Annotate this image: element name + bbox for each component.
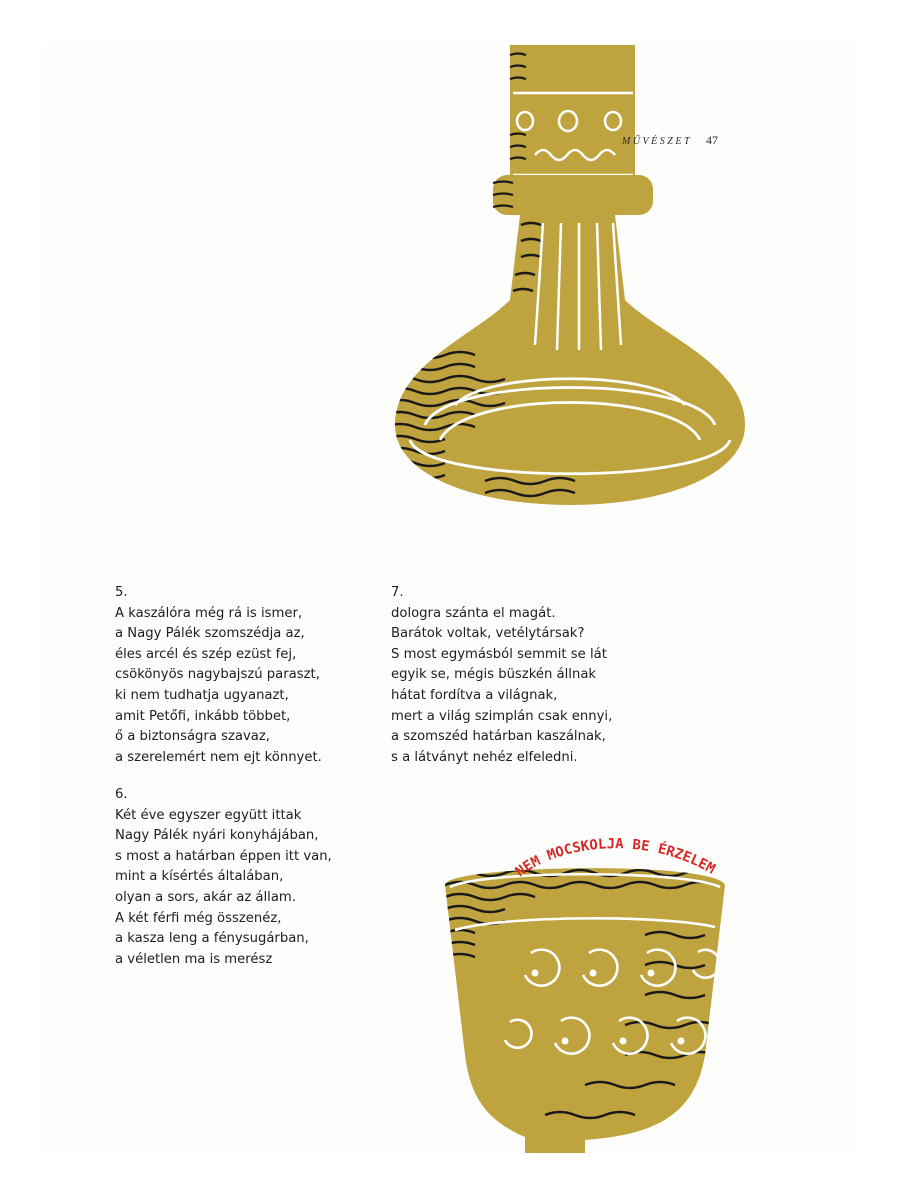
verse-line: Barátok voltak, vetélytársak? (391, 626, 585, 642)
section-title: MŰVÉSZET (622, 136, 692, 147)
verse-line: Két éve egyszer együtt ittak (115, 807, 302, 823)
verse-line: éles arcél és szép ezüst fej, (115, 646, 297, 662)
verse-line: S most egymásból semmit se lát (391, 646, 607, 662)
stanza-6 (115, 785, 332, 970)
goblet-stem-illustration (385, 45, 765, 505)
verse-line: a kasza leng a fénysugárban, (115, 931, 309, 947)
verse-line: s a látványt nehéz elfeledni. (391, 749, 578, 765)
verse-line: a véletlen ma is merész (115, 951, 273, 967)
verse-line: egyik se, mégis büszkén állnak (391, 667, 597, 683)
stanza-number: 5. (115, 585, 128, 600)
running-header (622, 133, 718, 148)
verse-line: mint a kísértés általában, (115, 869, 284, 885)
verse-line: A két férfi még összenéz, (115, 910, 282, 926)
page-number: 47 (706, 133, 718, 147)
verse-line: mert a világ szimplán csak ennyi, (391, 708, 613, 724)
verse-line: ki nem tudhatja ugyanazt, (115, 687, 289, 703)
verse-line: csökönyös nagybajszú paraszt, (115, 667, 320, 683)
verse-line: a Nagy Pálék szomszédja az, (115, 626, 305, 642)
verse-line: s most a határban éppen itt van, (115, 848, 332, 864)
verse-line: a szomszéd határban kaszálnak, (391, 729, 606, 745)
stanza-5 (115, 583, 322, 768)
goblet-cup-illustration (425, 815, 765, 1153)
verse-line: a szerelemért nem ejt könnyet. (115, 749, 322, 765)
verse-line: A kaszálóra még rá is ismer, (115, 605, 303, 621)
stanza-number: 7. (391, 585, 404, 600)
verse-line: dologra szánta el magát. (391, 605, 556, 621)
verse-line: hátat fordítva a világnak, (391, 687, 558, 703)
verse-line: olyan a sors, akár az állam. (115, 889, 296, 905)
verse-line: ő a biztonságra szavaz, (115, 729, 270, 745)
stanza-7 (391, 583, 612, 768)
handwritten-caption-text: NEM MOCSKOLJA BE ÉRZELEM (512, 836, 718, 881)
stanza-number: 6. (115, 787, 128, 802)
page (45, 45, 858, 1153)
verse-line: Nagy Pálék nyári konyhájában, (115, 828, 319, 844)
verse-line: amit Petőfi, inkább többet, (115, 708, 291, 724)
